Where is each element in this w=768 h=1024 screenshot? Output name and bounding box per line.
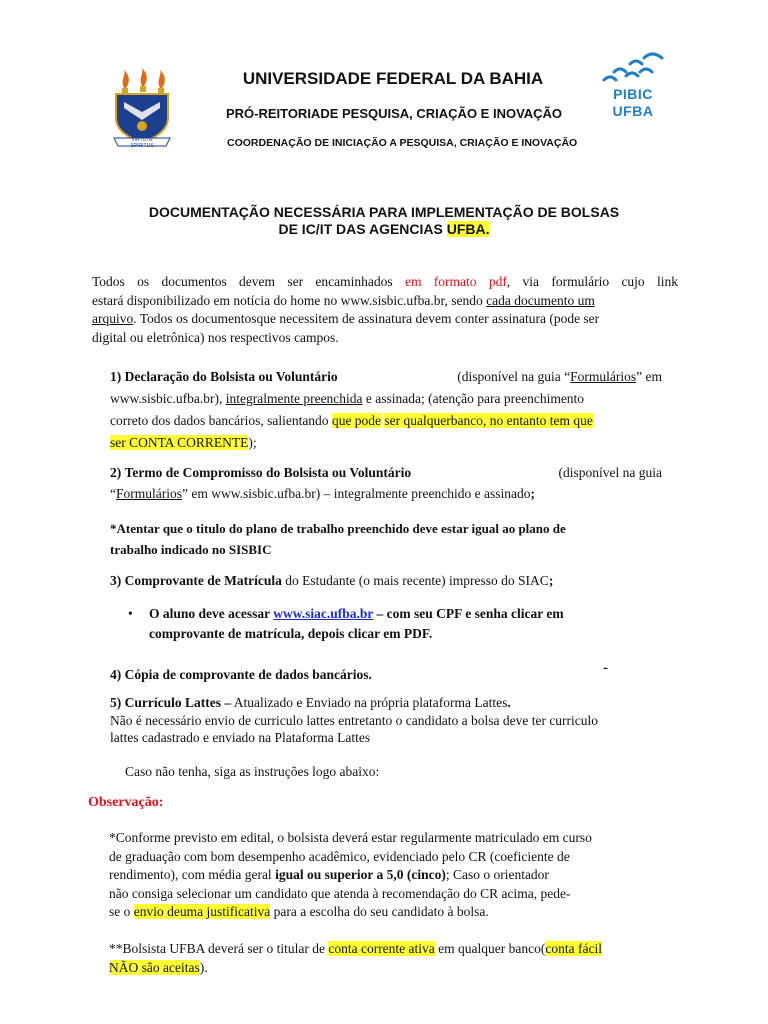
note-titulo-plano: *Atentar que o titulo do plano de trabalho preenchido deve estar igual ao plano de trabalho indicado no SISBIC bbox=[110, 521, 566, 557]
title-highlight: UFBA. bbox=[446, 221, 490, 237]
university-name: UNIVERSIDADE FEDERAL DA BAHIA bbox=[242, 69, 544, 88]
observacao-heading: Observação: bbox=[88, 795, 164, 810]
bullet-icon: • bbox=[128, 606, 133, 621]
item-5-curriculo-lattes: 5) Currículo Lattes – Atualizado e Enviado na própria plataforma Lattes. Não é necessário envio de curriculo lattes entretanto o candidato a bolsa deve ter curriculo lattes cadastrado e enviado na Plataforma Lattes bbox=[110, 695, 599, 745]
item-2-termo-compromisso: 2) Termo de Compromisso do Bolsista ou Voluntário (disponível na guia “Formulários” em www.sisbic.ufba.br) – integralmente preenchido e assinado; bbox=[110, 465, 662, 501]
pdf-format-emphasis: em formato pdf bbox=[404, 274, 507, 289]
item-3-comprovante-matricula: 3) Comprovante de Matrícula do Estudante (o mais recente) impresso do SIAC; bbox=[110, 573, 554, 588]
pibic-logo-line1: PIBIC bbox=[613, 86, 653, 102]
observacao-paragraph-2: **Bolsista UFBA deverá ser o titular de conta corrente ativa em qualquer banco(conta fácil NÃO são aceitas). bbox=[109, 941, 602, 975]
pibic-logo-line2: UFBA bbox=[612, 103, 654, 119]
item-5-instruction: Caso não tenha, siga as instruções logo abaixo: bbox=[125, 764, 380, 779]
pro-reitoria-name: PRÓ-REITORIADE PESQUISA, CRIAÇÃO E INOVAÇÃO bbox=[225, 106, 563, 121]
item-1-declaracao: 1) Declaração do Bolsista ou Voluntário (disponível na guia “Formulários” em www.sisbic.ufba.br), integralmente preenchida e assinada; (atenção para preenchimento correto dos dados bancários, salientando que pode ser qualquerbanco, no entanto tem que ser CONTA CORRENTE); bbox=[110, 369, 662, 450]
document-title bbox=[0, 204, 768, 238]
title-line-1: DOCUMENTAÇÃO NECESSÁRIA PARA IMPLEMENTAÇÃO DE BOLSAS bbox=[148, 204, 620, 220]
item-3-bullet: • O aluno deve acessar www.siac.ufba.br – com seu CPF e senha clicar em comprovante de matrícula, depois clicar em PDF. bbox=[128, 606, 564, 641]
stray-dash-mark: - bbox=[603, 660, 608, 676]
pibic-ufba-logo bbox=[600, 50, 666, 122]
intro-paragraph: Todos os documentos devem ser encaminhados em formato pdf, via formulário cujo link estará disponibilizado em notícia do home no www.sisbic.ufba.br, sendo cada documento um arquivo. Todos os documentosque necessitem de assinatura devem conter assinatura (pode ser digital ou eletrônica) nos respectivos campos. bbox=[92, 274, 679, 345]
flying-birds-icon bbox=[600, 50, 666, 86]
title-line-2: DE IC/IT DAS AGENCIAS UFBA. bbox=[278, 221, 490, 237]
observacao-paragraph-1: *Conforme previsto em edital, o bolsista deverá estar regularmente matriculado em curso de graduação com bom desempenho acadêmico, evidenciado pelo CR (coeficiente de rendimento), com média geral igual ou superior a 5,0 (cinco); Caso o orientador não consiga selecionar um candidato que atenda à recomendação do CR acima, pede- se o envio deuma justificativa para a escolha do seu candidato à bolsa. bbox=[109, 830, 592, 919]
crest-motto: VIRTUTE SPIRITUS bbox=[130, 137, 154, 149]
coordenacao-name: COORDENAÇÃO DE INICIAÇÃO A PESQUISA, CRIAÇÃO E INOVAÇÃO bbox=[227, 137, 578, 149]
item-4-dados-bancarios: 4) Cópia de comprovante de dados bancários. bbox=[110, 667, 372, 682]
siac-link[interactable]: www.siac.ufba.br bbox=[273, 606, 374, 621]
